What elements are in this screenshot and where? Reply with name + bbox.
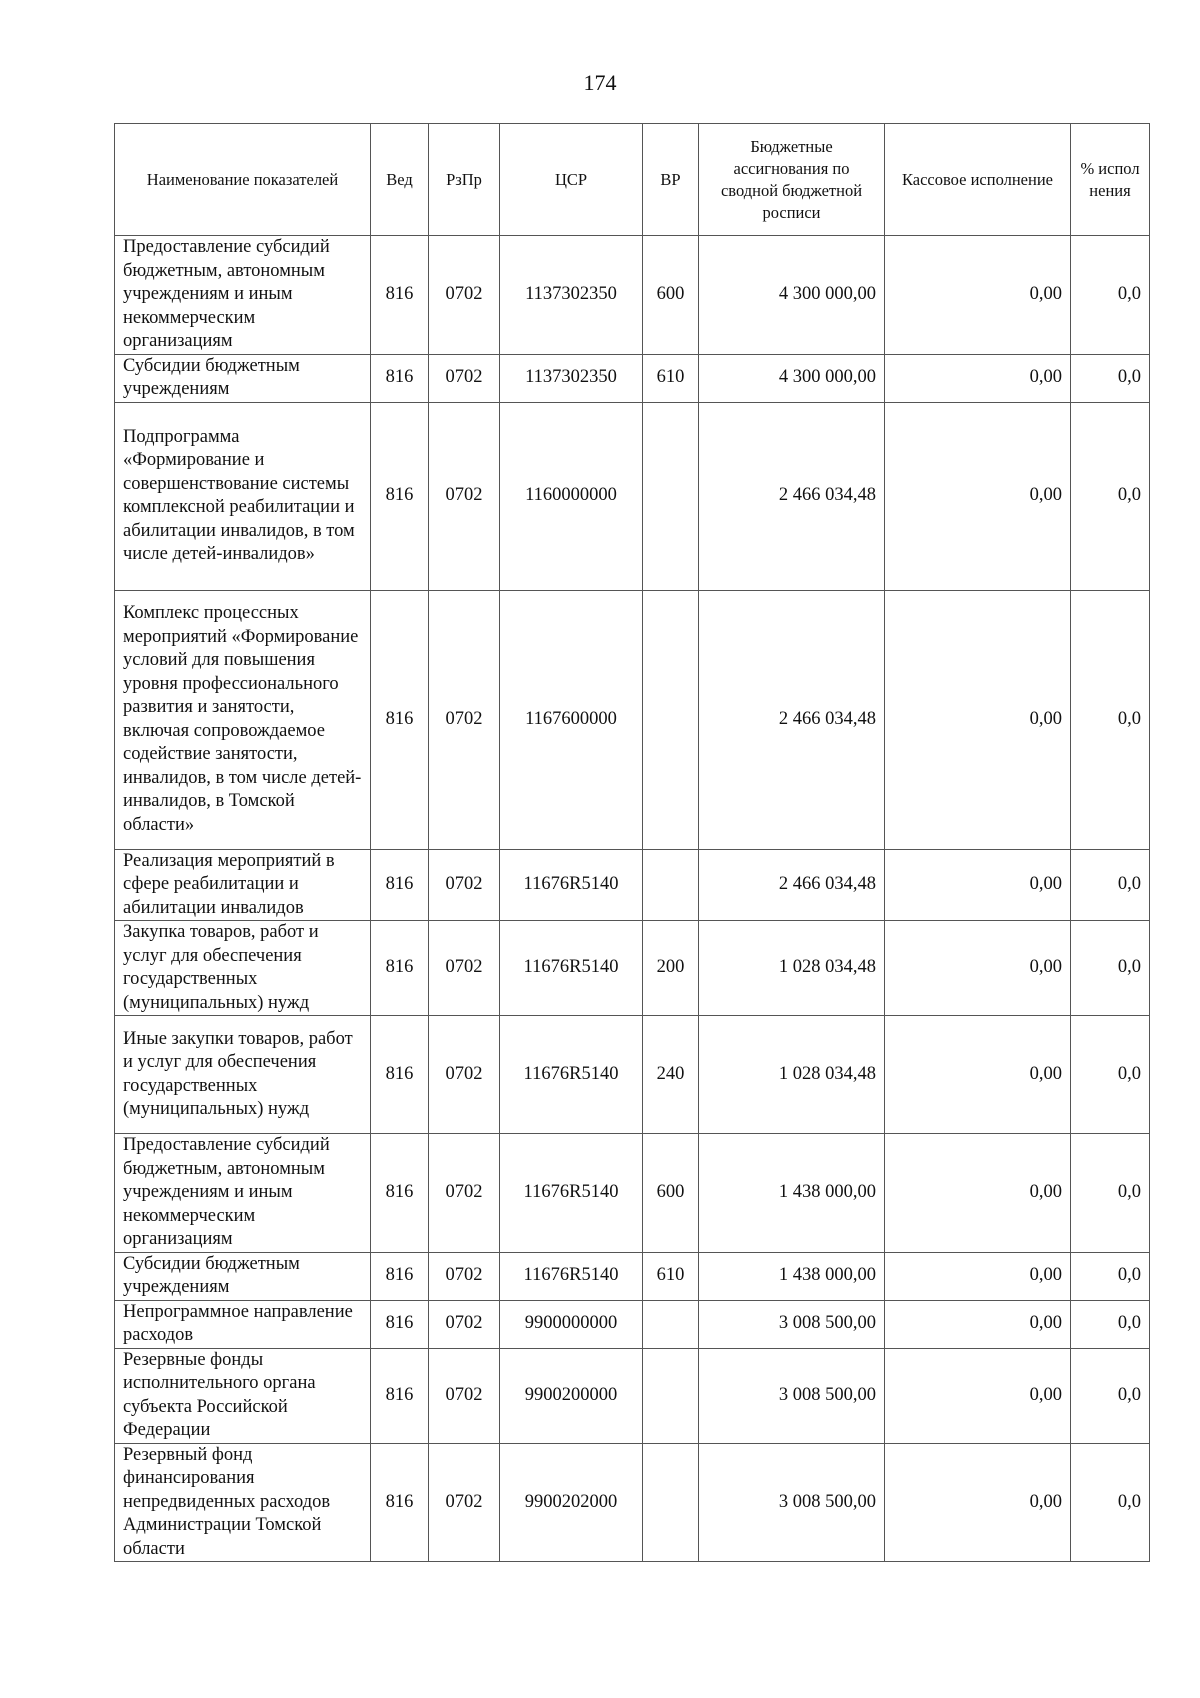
cell-rzpr: 0702 [429, 1252, 500, 1300]
cell-allocations: 4 300 000,00 [699, 354, 885, 402]
cell-csr: 11676R5140 [500, 1134, 643, 1253]
cell-allocations: 3 008 500,00 [699, 1443, 885, 1562]
cell-csr: 11676R5140 [500, 1252, 643, 1300]
budget-table [114, 123, 1150, 1562]
cell-percent: 0,0 [1071, 1443, 1150, 1562]
cell-allocations: 2 466 034,48 [699, 849, 885, 921]
cell-name: Иные закупки товаров, работ и услуг для обеспечения государственных (муниципальных) нужд [115, 1016, 371, 1134]
cell-vr: 200 [643, 921, 699, 1016]
cell-cash: 0,00 [885, 1134, 1071, 1253]
cell-name: Непрограммное направление расходов [115, 1300, 371, 1348]
header-cash: Кассовое исполнение [885, 124, 1071, 236]
cell-allocations: 2 466 034,48 [699, 402, 885, 590]
cell-csr: 11676R5140 [500, 849, 643, 921]
cell-csr: 11676R5140 [500, 1016, 643, 1134]
cell-percent: 0,0 [1071, 1300, 1150, 1348]
table-row [115, 1016, 1150, 1134]
page-number: 174 [583, 70, 617, 95]
cell-name: Подпрограмма «Формирование и совершенствование системы комплексной реабилитации и абилитации инвалидов, в том числе детей-инвалидов» [115, 402, 371, 590]
table-row [115, 1134, 1150, 1253]
table-row [115, 1252, 1150, 1300]
cell-vr [643, 1300, 699, 1348]
cell-csr: 9900200000 [500, 1348, 643, 1443]
cell-ved: 816 [371, 1300, 429, 1348]
cell-cash: 0,00 [885, 354, 1071, 402]
table-row [115, 1300, 1150, 1348]
header-ved: Вед [371, 124, 429, 236]
cell-rzpr: 0702 [429, 236, 500, 355]
cell-ved: 816 [371, 1443, 429, 1562]
cell-name: Реализация мероприятий в сфере реабилитации и абилитации инвалидов [115, 849, 371, 921]
cell-ved: 816 [371, 849, 429, 921]
table-body [115, 236, 1150, 1562]
cell-vr: 600 [643, 236, 699, 355]
cell-vr [643, 1348, 699, 1443]
cell-name: Резервные фонды исполнительного органа субъекта Российской Федерации [115, 1348, 371, 1443]
table-row [115, 1443, 1150, 1562]
cell-allocations: 1 028 034,48 [699, 921, 885, 1016]
table-row [115, 236, 1150, 355]
cell-ved: 816 [371, 1134, 429, 1253]
cell-cash: 0,00 [885, 590, 1071, 849]
cell-cash: 0,00 [885, 921, 1071, 1016]
cell-vr [643, 402, 699, 590]
cell-cash: 0,00 [885, 236, 1071, 355]
cell-cash: 0,00 [885, 1300, 1071, 1348]
table-header-row [115, 124, 1150, 236]
cell-percent: 0,0 [1071, 921, 1150, 1016]
cell-allocations: 1 438 000,00 [699, 1134, 885, 1253]
cell-cash: 0,00 [885, 1443, 1071, 1562]
cell-csr: 1160000000 [500, 402, 643, 590]
cell-percent: 0,0 [1071, 1252, 1150, 1300]
cell-percent: 0,0 [1071, 354, 1150, 402]
cell-cash: 0,00 [885, 849, 1071, 921]
cell-name: Резервный фонд финансирования непредвиденных расходов Администрации Томской области [115, 1443, 371, 1562]
cell-allocations: 4 300 000,00 [699, 236, 885, 355]
cell-vr [643, 1443, 699, 1562]
cell-vr: 610 [643, 1252, 699, 1300]
table-row [115, 354, 1150, 402]
cell-cash: 0,00 [885, 1016, 1071, 1134]
cell-csr: 1167600000 [500, 590, 643, 849]
cell-percent: 0,0 [1071, 1134, 1150, 1253]
cell-percent: 0,0 [1071, 849, 1150, 921]
cell-rzpr: 0702 [429, 1348, 500, 1443]
cell-ved: 816 [371, 1252, 429, 1300]
cell-percent: 0,0 [1071, 402, 1150, 590]
cell-csr: 11676R5140 [500, 921, 643, 1016]
cell-csr: 1137302350 [500, 236, 643, 355]
cell-ved: 816 [371, 921, 429, 1016]
cell-allocations: 3 008 500,00 [699, 1348, 885, 1443]
cell-allocations: 1 028 034,48 [699, 1016, 885, 1134]
table-row [115, 402, 1150, 590]
cell-name: Предоставление субсидий бюджетным, автономным учреждениям и иным некоммерческим организациям [115, 236, 371, 355]
header-rzpr: РзПр [429, 124, 500, 236]
cell-percent: 0,0 [1071, 1348, 1150, 1443]
header-vr: ВР [643, 124, 699, 236]
cell-rzpr: 0702 [429, 1443, 500, 1562]
cell-allocations: 1 438 000,00 [699, 1252, 885, 1300]
cell-ved: 816 [371, 236, 429, 355]
cell-rzpr: 0702 [429, 402, 500, 590]
cell-cash: 0,00 [885, 1348, 1071, 1443]
cell-allocations: 2 466 034,48 [699, 590, 885, 849]
cell-name: Субсидии бюджетным учреждениям [115, 1252, 371, 1300]
cell-name: Предоставление субсидий бюджетным, автономным учреждениям и иным некоммерческим организациям [115, 1134, 371, 1253]
cell-cash: 0,00 [885, 402, 1071, 590]
header-name: Наименование показателей [115, 124, 371, 236]
cell-cash: 0,00 [885, 1252, 1071, 1300]
cell-percent: 0,0 [1071, 236, 1150, 355]
cell-ved: 816 [371, 1348, 429, 1443]
cell-percent: 0,0 [1071, 1016, 1150, 1134]
cell-csr: 9900000000 [500, 1300, 643, 1348]
cell-percent: 0,0 [1071, 590, 1150, 849]
table-row [115, 849, 1150, 921]
cell-rzpr: 0702 [429, 1300, 500, 1348]
cell-vr [643, 849, 699, 921]
cell-name: Комплекс процессных мероприятий «Формирование условий для повышения уровня профессионального развития и занятости, включая сопровождаемое содействие занятости, инвалидов, в том числе детей-инвалидов, в Томской области» [115, 590, 371, 849]
cell-vr: 610 [643, 354, 699, 402]
cell-rzpr: 0702 [429, 1134, 500, 1253]
cell-vr: 600 [643, 1134, 699, 1253]
header-csr: ЦСР [500, 124, 643, 236]
cell-ved: 816 [371, 1016, 429, 1134]
cell-name: Закупка товаров, работ и услуг для обеспечения государственных (муниципальных) нужд [115, 921, 371, 1016]
header-percent: % испол нения [1071, 124, 1150, 236]
cell-csr: 9900202000 [500, 1443, 643, 1562]
cell-ved: 816 [371, 354, 429, 402]
cell-rzpr: 0702 [429, 354, 500, 402]
cell-ved: 816 [371, 402, 429, 590]
cell-name: Субсидии бюджетным учреждениям [115, 354, 371, 402]
table-row [115, 921, 1150, 1016]
cell-csr: 1137302350 [500, 354, 643, 402]
cell-rzpr: 0702 [429, 1016, 500, 1134]
cell-vr [643, 590, 699, 849]
cell-rzpr: 0702 [429, 590, 500, 849]
table-row [115, 1348, 1150, 1443]
cell-rzpr: 0702 [429, 849, 500, 921]
header-allocations: Бюджетные ассигнования по сводной бюджетной росписи [699, 124, 885, 236]
cell-ved: 816 [371, 590, 429, 849]
cell-rzpr: 0702 [429, 921, 500, 1016]
cell-vr: 240 [643, 1016, 699, 1134]
cell-allocations: 3 008 500,00 [699, 1300, 885, 1348]
table-row [115, 590, 1150, 849]
